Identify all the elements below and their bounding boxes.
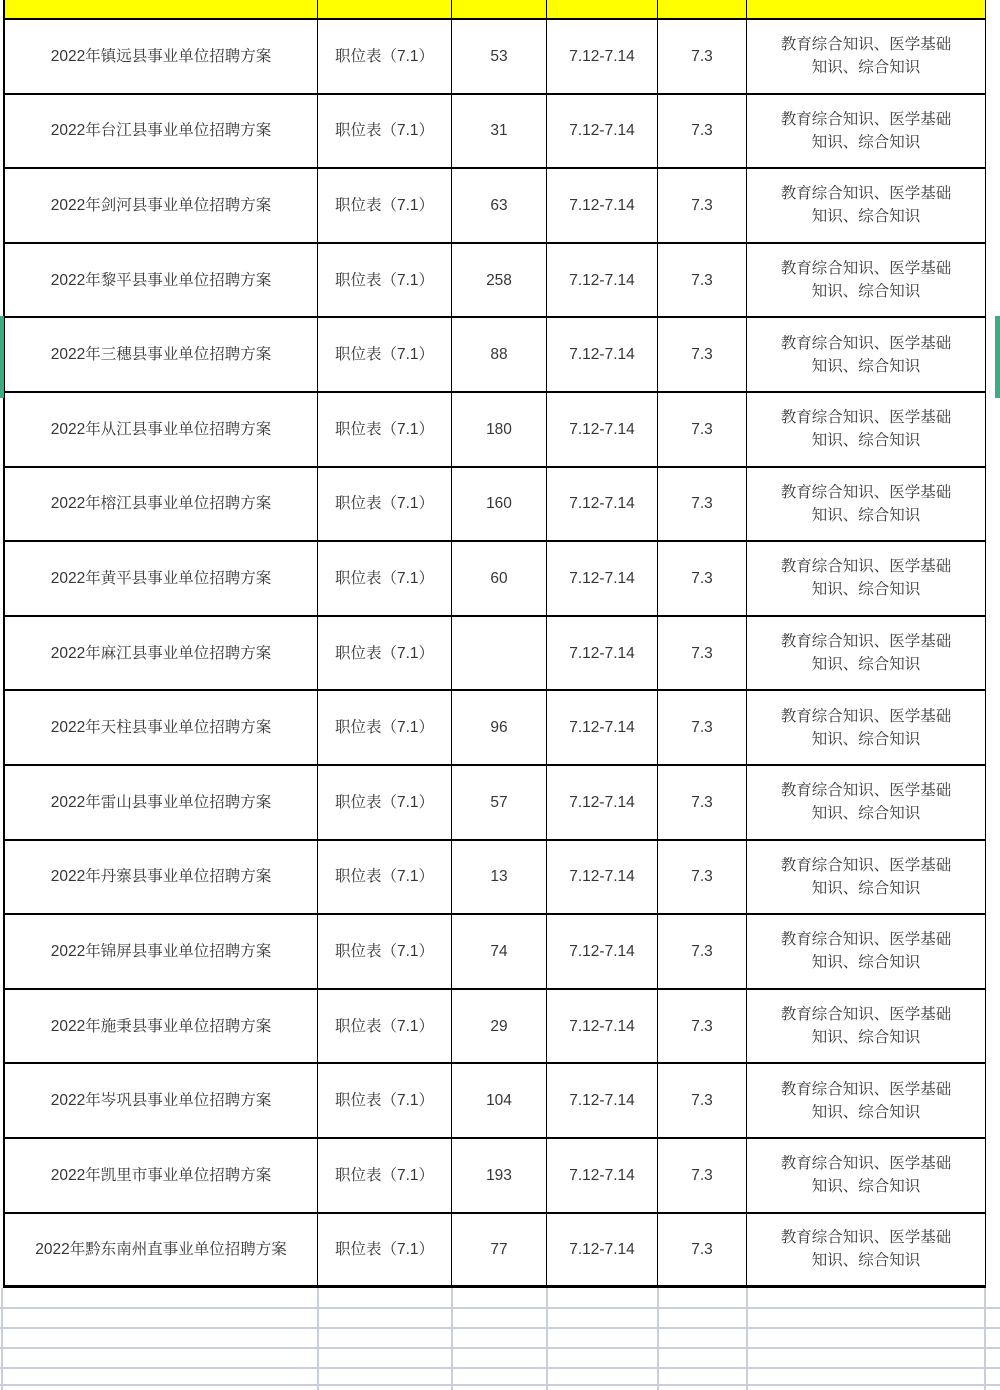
header-cell-subjects[interactable]	[747, 0, 986, 18]
cell-plan-name[interactable]: 2022年凯里市事业单位招聘方案	[3, 1139, 318, 1212]
cell-position-table[interactable]: 职位表（7.1）	[318, 990, 452, 1063]
table-row	[3, 691, 986, 766]
cell-release-date[interactable]: 7.3	[658, 393, 747, 466]
subjects-line: 教育综合知识、医学基础	[780, 1229, 952, 1247]
cell-recruit-count[interactable]	[452, 617, 547, 690]
table-row	[3, 990, 986, 1065]
cell-signup-dates[interactable]: 7.12-7.14	[547, 766, 658, 839]
table-row	[3, 393, 986, 468]
subjects-line: 教育综合知识、医学基础	[780, 782, 952, 800]
cell-position-table[interactable]: 职位表（7.1）	[318, 841, 452, 914]
cell-release-date[interactable]: 7.3	[658, 1064, 747, 1137]
cell-recruit-count[interactable]: 193	[452, 1139, 547, 1212]
cell-exam-subjects[interactable]	[747, 766, 986, 839]
table-row	[3, 1139, 986, 1214]
cell-recruit-count[interactable]: 60	[452, 542, 547, 615]
subjects-line: 知识、综合知识	[811, 133, 921, 151]
table-row	[3, 20, 986, 95]
table-row	[3, 169, 986, 244]
gridline	[0, 1347, 1000, 1349]
gridline	[0, 1307, 1000, 1309]
gridline	[1, 1288, 3, 1390]
header-cell-position-table[interactable]	[318, 0, 452, 18]
cell-recruit-count[interactable]: 53	[452, 20, 547, 93]
cell-release-date[interactable]: 7.3	[658, 691, 747, 764]
cell-position-table[interactable]: 职位表（7.1）	[318, 1064, 452, 1137]
cell-recruit-count[interactable]: 77	[452, 1214, 547, 1286]
subjects-line: 知识、综合知识	[811, 432, 921, 450]
cell-recruit-count[interactable]: 29	[452, 990, 547, 1063]
cell-release-date[interactable]: 7.3	[658, 1214, 747, 1286]
cell-release-date[interactable]: 7.3	[658, 244, 747, 317]
cell-position-table[interactable]: 职位表（7.1）	[318, 393, 452, 466]
header-cell-plan[interactable]	[3, 0, 318, 18]
cell-release-date[interactable]: 7.3	[658, 542, 747, 615]
cell-plan-name[interactable]: 2022年镇远县事业单位招聘方案	[3, 20, 318, 93]
table-row	[3, 318, 986, 393]
cell-position-table[interactable]: 职位表（7.1）	[318, 169, 452, 242]
subjects-line: 教育综合知识、医学基础	[780, 707, 952, 725]
cell-recruit-count[interactable]: 88	[452, 318, 547, 391]
table-row	[3, 244, 986, 319]
cell-signup-dates[interactable]: 7.12-7.14	[547, 1139, 658, 1212]
table-row	[3, 841, 986, 916]
cell-recruit-count[interactable]: 31	[452, 95, 547, 168]
cell-plan-name[interactable]: 2022年三穗县事业单位招聘方案	[3, 318, 318, 391]
cell-release-date[interactable]: 7.3	[658, 468, 747, 541]
subjects-line: 知识、综合知识	[811, 59, 921, 77]
cell-position-table[interactable]: 职位表（7.1）	[318, 915, 452, 988]
header-cell-signup-dates[interactable]	[547, 0, 658, 18]
cell-plan-name[interactable]: 2022年天柱县事业单位招聘方案	[3, 691, 318, 764]
cell-release-date[interactable]: 7.3	[658, 766, 747, 839]
subjects-line: 知识、综合知识	[811, 879, 921, 897]
cell-signup-dates[interactable]: 7.12-7.14	[547, 915, 658, 988]
cell-recruit-count[interactable]: 57	[452, 766, 547, 839]
subjects-line: 教育综合知识、医学基础	[780, 185, 952, 203]
cell-plan-name[interactable]: 2022年从江县事业单位招聘方案	[3, 393, 318, 466]
table-body	[3, 20, 986, 1288]
subjects-line: 教育综合知识、医学基础	[780, 558, 952, 576]
cell-plan-name[interactable]: 2022年黄平县事业单位招聘方案	[3, 542, 318, 615]
subjects-line: 知识、综合知识	[811, 581, 921, 599]
cell-release-date[interactable]: 7.3	[658, 990, 747, 1063]
gridline	[0, 1384, 1000, 1386]
subjects-line: 知识、综合知识	[811, 208, 921, 226]
cell-plan-name[interactable]: 2022年雷山县事业单位招聘方案	[3, 766, 318, 839]
cell-position-table[interactable]: 职位表（7.1）	[318, 1214, 452, 1286]
cell-plan-name[interactable]: 2022年榕江县事业单位招聘方案	[3, 468, 318, 541]
cell-release-date[interactable]: 7.3	[658, 169, 747, 242]
table-row	[3, 542, 986, 617]
cell-signup-dates[interactable]: 7.12-7.14	[547, 691, 658, 764]
gridline	[546, 1288, 548, 1390]
subjects-line: 知识、综合知识	[811, 954, 921, 972]
gridline	[317, 1288, 319, 1390]
table-header-row	[3, 0, 986, 20]
cell-release-date[interactable]: 7.3	[658, 20, 747, 93]
cell-signup-dates[interactable]: 7.12-7.14	[547, 20, 658, 93]
cell-exam-subjects[interactable]	[747, 990, 986, 1063]
cell-recruit-count[interactable]: 104	[452, 1064, 547, 1137]
cell-signup-dates[interactable]: 7.12-7.14	[547, 468, 658, 541]
cell-release-date[interactable]: 7.3	[658, 1139, 747, 1212]
recruitment-table	[3, 0, 986, 1288]
cell-exam-subjects[interactable]	[747, 542, 986, 615]
table-row	[3, 1214, 986, 1289]
subjects-line: 教育综合知识、医学基础	[780, 110, 952, 128]
cell-exam-subjects[interactable]	[747, 169, 986, 242]
cell-plan-name[interactable]: 2022年施秉县事业单位招聘方案	[3, 990, 318, 1063]
subjects-line: 教育综合知识、医学基础	[780, 1006, 952, 1024]
table-row	[3, 468, 986, 543]
subjects-line: 教育综合知识、医学基础	[780, 633, 952, 651]
gridline	[0, 1327, 1000, 1329]
cell-recruit-count[interactable]: 74	[452, 915, 547, 988]
cell-exam-subjects[interactable]	[747, 1064, 986, 1137]
cell-recruit-count[interactable]: 160	[452, 468, 547, 541]
subjects-line: 教育综合知识、医学基础	[780, 260, 952, 278]
cell-plan-name[interactable]: 2022年黎平县事业单位招聘方案	[3, 244, 318, 317]
cell-position-table[interactable]: 职位表（7.1）	[318, 691, 452, 764]
subjects-line: 教育综合知识、医学基础	[780, 409, 952, 427]
cell-position-table[interactable]: 职位表（7.1）	[318, 244, 452, 317]
subjects-line: 知识、综合知识	[811, 1178, 921, 1196]
table-row	[3, 617, 986, 692]
subjects-line: 知识、综合知识	[811, 283, 921, 301]
subjects-line: 知识、综合知识	[811, 357, 921, 375]
cell-signup-dates[interactable]: 7.12-7.14	[547, 393, 658, 466]
subjects-line: 教育综合知识、医学基础	[780, 856, 952, 874]
subjects-line: 知识、综合知识	[811, 506, 921, 524]
cell-signup-dates[interactable]: 7.12-7.14	[547, 990, 658, 1063]
cell-recruit-count[interactable]: 13	[452, 841, 547, 914]
subjects-line: 知识、综合知识	[811, 730, 921, 748]
subjects-line: 知识、综合知识	[811, 1252, 921, 1270]
cell-exam-subjects[interactable]	[747, 1214, 986, 1286]
cell-exam-subjects[interactable]	[747, 691, 986, 764]
cell-position-table[interactable]: 职位表（7.1）	[318, 468, 452, 541]
gridline	[657, 1288, 659, 1390]
subjects-line: 知识、综合知识	[811, 1029, 921, 1047]
cell-exam-subjects[interactable]	[747, 318, 986, 391]
cell-recruit-count[interactable]: 180	[452, 393, 547, 466]
cell-signup-dates[interactable]: 7.12-7.14	[547, 95, 658, 168]
subjects-line: 教育综合知识、医学基础	[780, 334, 952, 352]
subjects-line: 教育综合知识、医学基础	[780, 36, 952, 54]
subjects-line: 知识、综合知识	[811, 805, 921, 823]
cell-release-date[interactable]: 7.3	[658, 841, 747, 914]
empty-grid-area[interactable]	[0, 1288, 1000, 1390]
cell-signup-dates[interactable]: 7.12-7.14	[547, 318, 658, 391]
cell-recruit-count[interactable]: 258	[452, 244, 547, 317]
cell-exam-subjects[interactable]	[747, 20, 986, 93]
table-row	[3, 1064, 986, 1139]
gridline	[451, 1288, 453, 1390]
cell-position-table[interactable]: 职位表（7.1）	[318, 766, 452, 839]
cell-release-date[interactable]: 7.3	[658, 617, 747, 690]
cell-position-table[interactable]: 职位表（7.1）	[318, 617, 452, 690]
cell-position-table[interactable]: 职位表（7.1）	[318, 1139, 452, 1212]
cell-plan-name[interactable]: 2022年台江县事业单位招聘方案	[3, 95, 318, 168]
cell-position-table[interactable]: 职位表（7.1）	[318, 542, 452, 615]
cell-exam-subjects[interactable]	[747, 468, 986, 541]
table-row	[3, 766, 986, 841]
cell-signup-dates[interactable]: 7.12-7.14	[547, 1214, 658, 1286]
cell-exam-subjects[interactable]	[747, 617, 986, 690]
cell-release-date[interactable]: 7.3	[658, 95, 747, 168]
subjects-line: 知识、综合知识	[811, 1103, 921, 1121]
cell-exam-subjects[interactable]	[747, 915, 986, 988]
subjects-line: 知识、综合知识	[811, 656, 921, 674]
cell-plan-name[interactable]: 2022年黔东南州直事业单位招聘方案	[3, 1214, 318, 1286]
cell-recruit-count[interactable]: 63	[452, 169, 547, 242]
cell-plan-name[interactable]: 2022年锦屏县事业单位招聘方案	[3, 915, 318, 988]
table-row	[3, 95, 986, 170]
cell-release-date[interactable]: 7.3	[658, 915, 747, 988]
subjects-line: 教育综合知识、医学基础	[780, 1155, 952, 1173]
cell-recruit-count[interactable]: 96	[452, 691, 547, 764]
cell-position-table[interactable]: 职位表（7.1）	[318, 95, 452, 168]
cell-signup-dates[interactable]: 7.12-7.14	[547, 841, 658, 914]
cell-position-table[interactable]: 职位表（7.1）	[318, 318, 452, 391]
cell-position-table[interactable]: 职位表（7.1）	[318, 20, 452, 93]
selection-border-right	[995, 316, 1000, 398]
cell-plan-name[interactable]: 2022年岑巩县事业单位招聘方案	[3, 1064, 318, 1137]
cell-plan-name[interactable]: 2022年丹寨县事业单位招聘方案	[3, 841, 318, 914]
cell-signup-dates[interactable]: 7.12-7.14	[547, 617, 658, 690]
cell-exam-subjects[interactable]	[747, 95, 986, 168]
cell-release-date[interactable]: 7.3	[658, 318, 747, 391]
subjects-line: 教育综合知识、医学基础	[780, 931, 952, 949]
cell-signup-dates[interactable]: 7.12-7.14	[547, 169, 658, 242]
cell-signup-dates[interactable]: 7.12-7.14	[547, 542, 658, 615]
gridline	[984, 1288, 986, 1390]
cell-exam-subjects[interactable]	[747, 841, 986, 914]
subjects-line: 教育综合知识、医学基础	[780, 483, 952, 501]
gridline	[0, 1367, 1000, 1369]
header-cell-count[interactable]	[452, 0, 547, 18]
header-cell-release-date[interactable]	[658, 0, 747, 18]
cell-exam-subjects[interactable]	[747, 393, 986, 466]
cell-signup-dates[interactable]: 7.12-7.14	[547, 1064, 658, 1137]
cell-exam-subjects[interactable]	[747, 1139, 986, 1212]
selection-border-left	[0, 316, 4, 398]
cell-plan-name[interactable]: 2022年剑河县事业单位招聘方案	[3, 169, 318, 242]
subjects-line: 教育综合知识、医学基础	[780, 1080, 952, 1098]
cell-exam-subjects[interactable]	[747, 244, 986, 317]
cell-plan-name[interactable]: 2022年麻江县事业单位招聘方案	[3, 617, 318, 690]
gridline	[746, 1288, 748, 1390]
table-row	[3, 915, 986, 990]
cell-signup-dates[interactable]: 7.12-7.14	[547, 244, 658, 317]
